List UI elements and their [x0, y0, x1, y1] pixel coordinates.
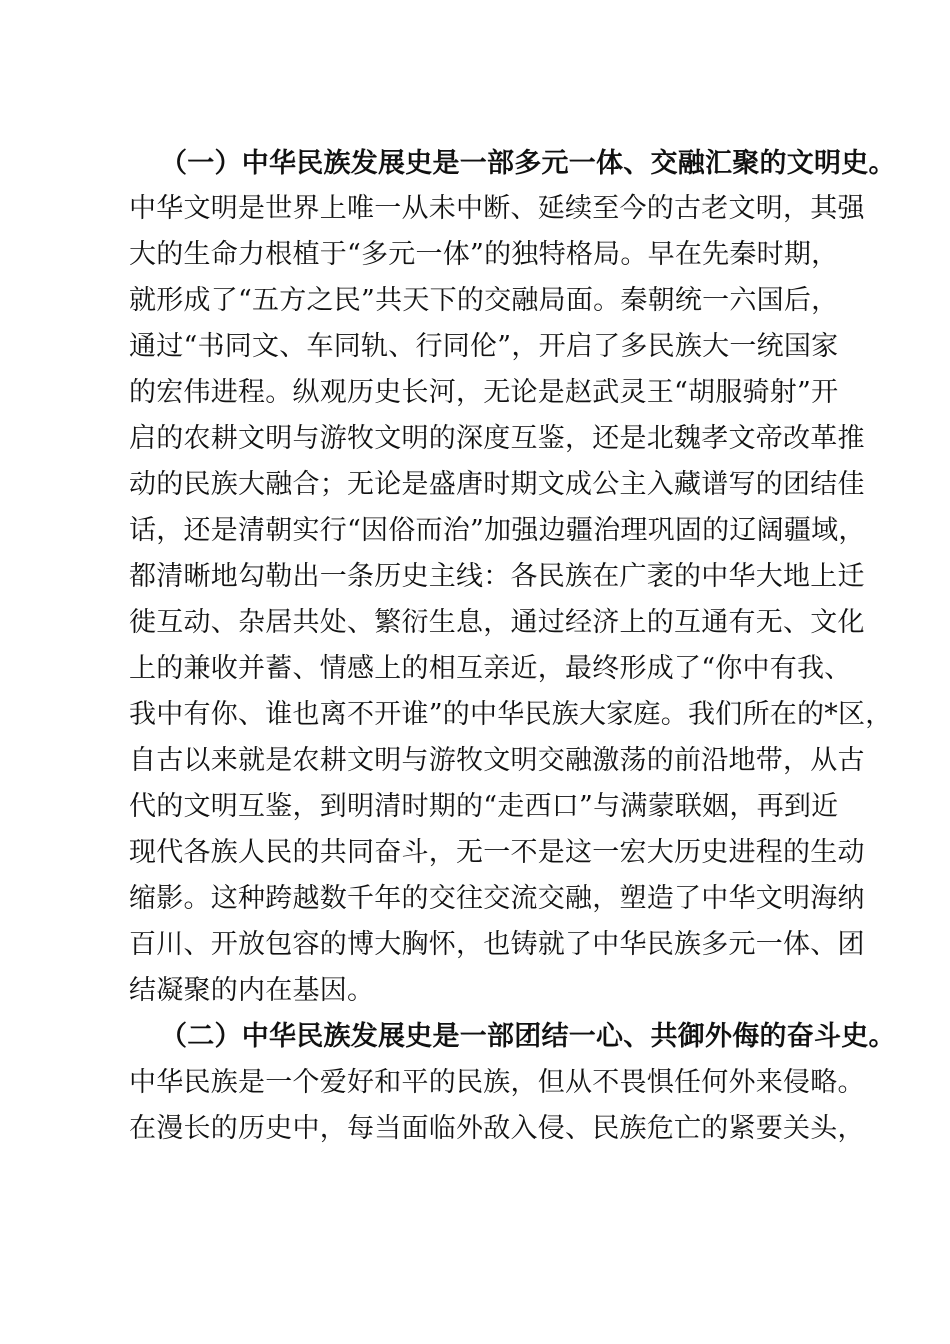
paragraph-line: 中华民族是一个爱好和平的民族，但从不畏惧任何外来侵略。: [129, 1067, 865, 1098]
paragraph-line: 话，还是清朝实行“因俗而治”加强边疆治理巩固的辽阔疆域，: [129, 515, 866, 546]
paragraph-line: 百川、开放包容的博大胸怀，也铸就了中华民族多元一体、团: [129, 929, 865, 960]
section-2-heading: [160, 1019, 896, 1055]
paragraph-line: 在漫长的历史中，每当面临外敌入侵、民族危亡的紧要关头，: [129, 1113, 865, 1144]
paragraph-line: 大的生命力根植于“多元一体”的独特格局。早在先秦时期，: [129, 239, 839, 270]
paragraph-line: 启的农耕文明与游牧文明的深度互鉴，还是北魏孝文帝改革推: [129, 423, 865, 454]
paragraph-line: 都清晰地勾勒出一条历史主线：各民族在广袤的中华大地上迁: [129, 561, 865, 592]
section-1-heading-text: （一）中华民族发展史是一部多元一体、交融汇聚的文明史。: [160, 148, 896, 179]
paragraph-line: 现代各族人民的共同奋斗，无一不是这一宏大历史进程的生动: [129, 837, 865, 868]
section-2-heading-text: （二）中华民族发展史是一部团结一心、共御外侮的奋斗史。: [160, 1021, 896, 1052]
paragraph-line: 中华文明是世界上唯一从未中断、延续至今的古老文明，其强: [129, 193, 865, 224]
paragraph-line: 结凝聚的内在基因。: [129, 975, 375, 1006]
paragraph-line: 的宏伟进程。纵观历史长河，无论是赵武灵王“胡服骑射”开: [129, 377, 839, 408]
paragraph-line: 动的民族大融合；无论是盛唐时期文成公主入藏谱写的团结佳: [129, 469, 865, 500]
section-1-heading: [160, 146, 896, 182]
paragraph-line: 我中有你、谁也离不开谁”的中华民族大家庭。我们所在的*区，: [129, 699, 893, 730]
paragraph-line: 自古以来就是农耕文明与游牧文明交融激荡的前沿地带，从古: [129, 745, 865, 776]
paragraph-line: 徙互动、杂居共处、繁衍生息，通过经济上的互通有无、文化: [129, 607, 865, 638]
paragraph-line: 缩影。这种跨越数千年的交往交流交融，塑造了中华文明海纳: [129, 883, 865, 914]
paragraph-line: 上的兼收并蓄、情感上的相互亲近，最终形成了“你中有我、: [129, 653, 852, 684]
paragraph-line: 代的文明互鉴，到明清时期的“走西口”与满蒙联姻，再到近: [129, 791, 839, 822]
paragraph-line: 就形成了“五方之民”共天下的交融局面。秦朝统一六国后，: [129, 285, 839, 316]
paragraph-line: 通过“书同文、车同轨、行同伦”，开启了多民族大一统国家: [129, 331, 839, 362]
